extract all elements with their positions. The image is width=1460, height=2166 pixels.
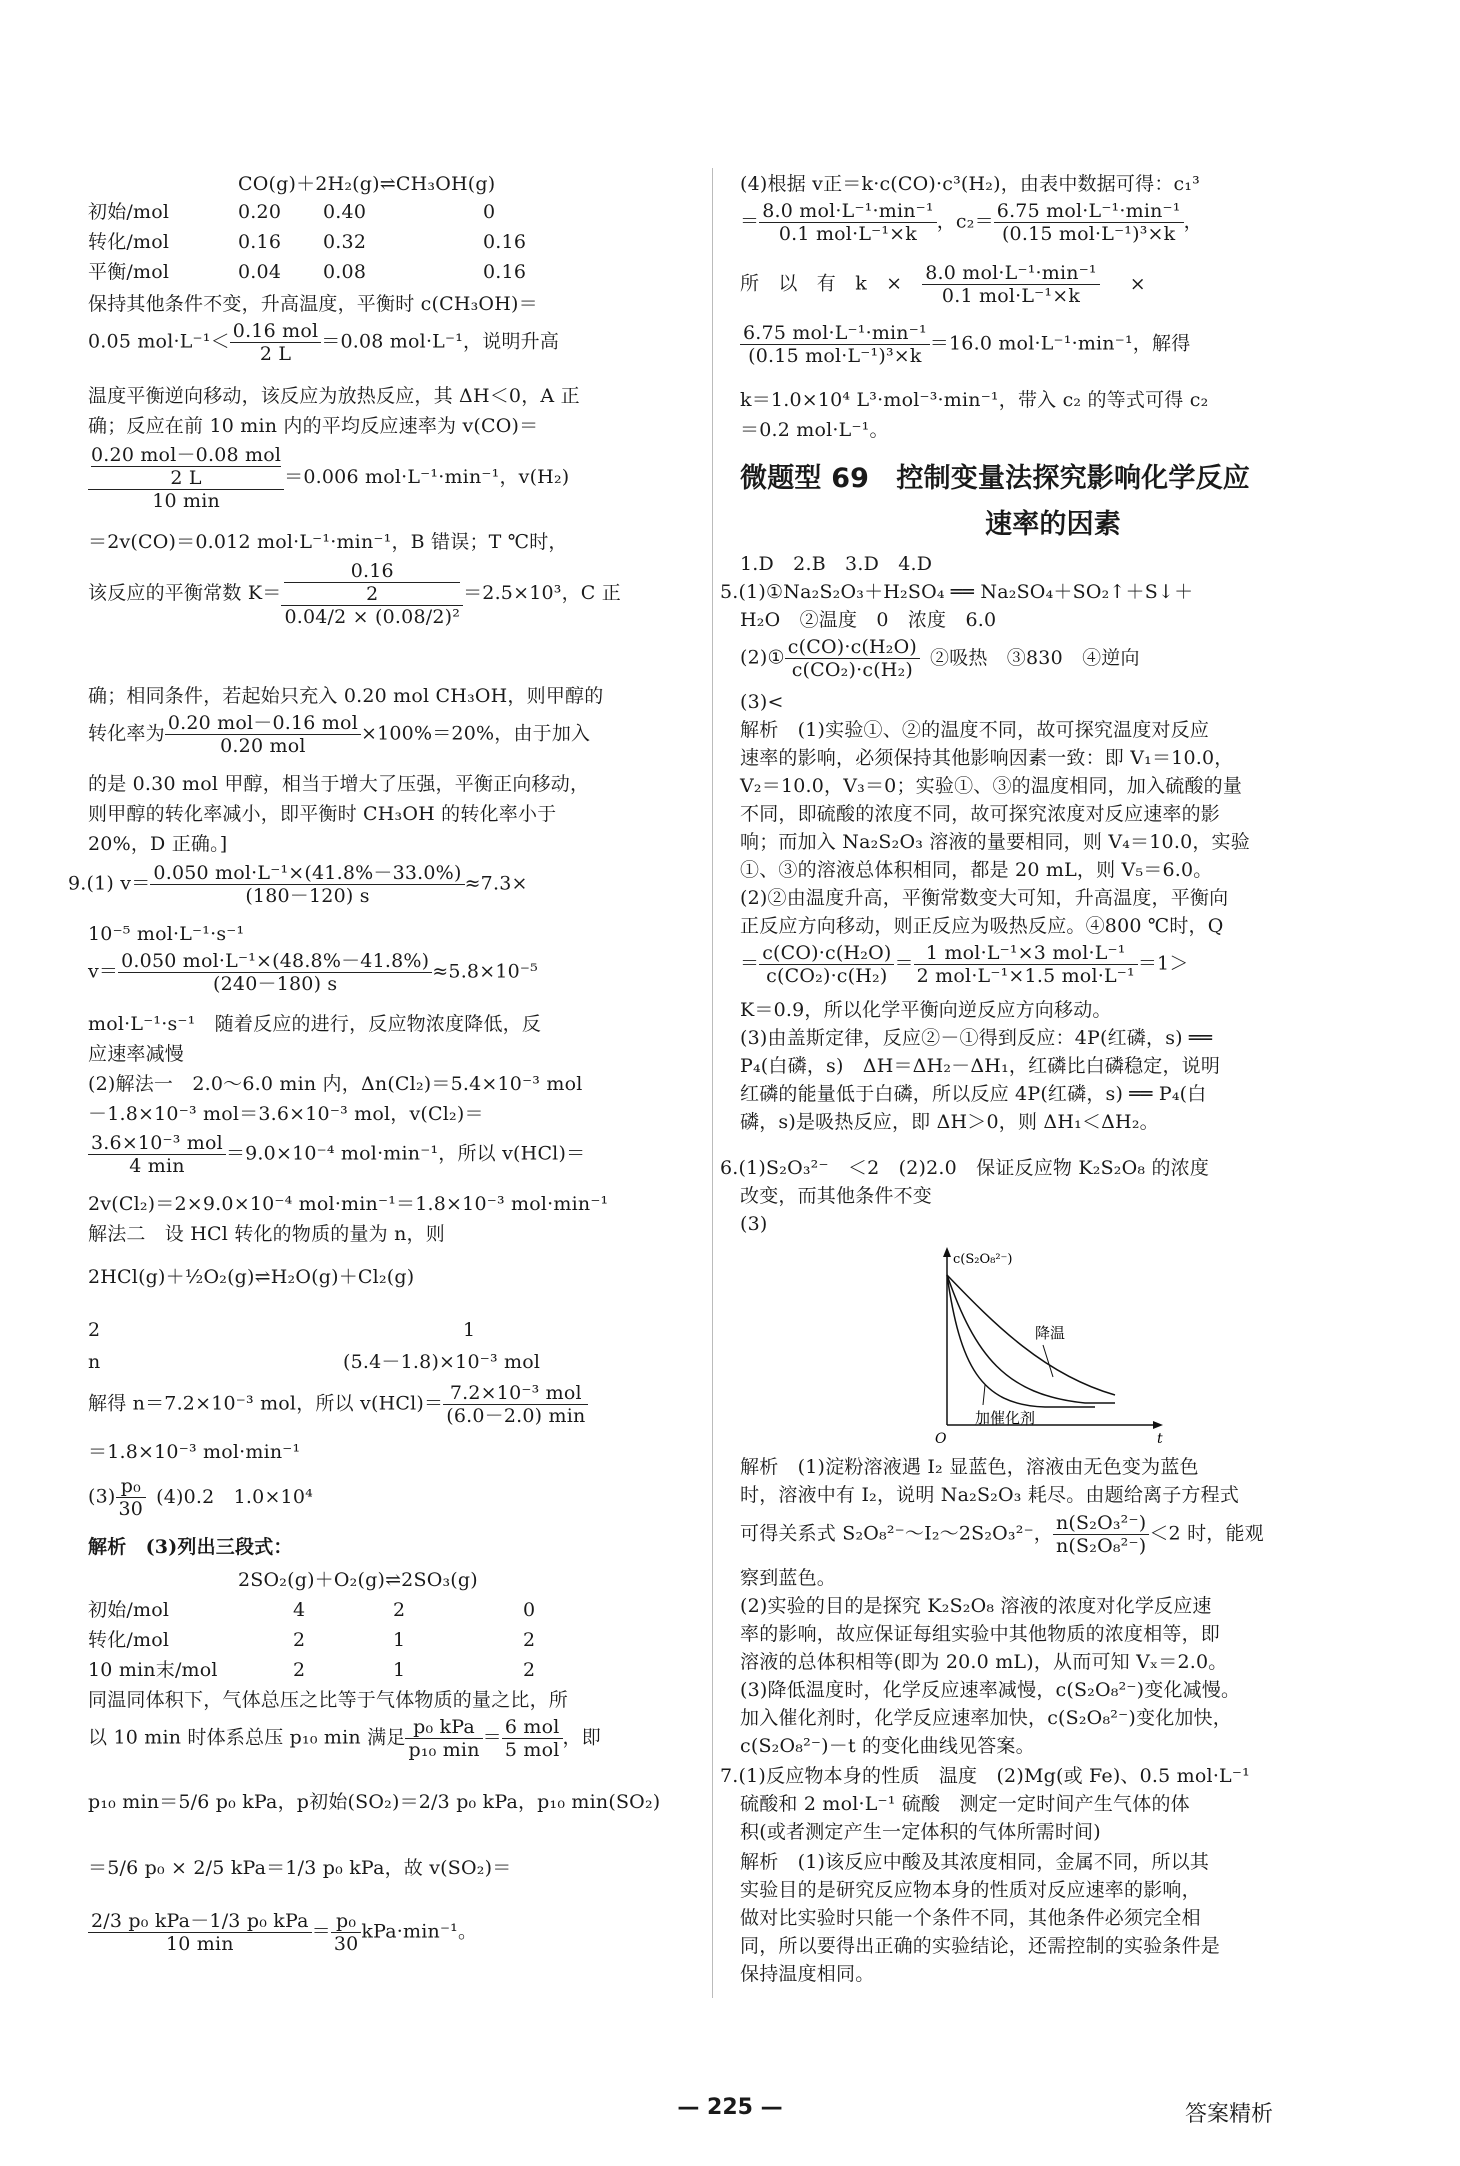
text-line: 实验目的是研究反应物本身的性质对反应速率的影响， (740, 1879, 1201, 1901)
fraction: $\frac{\text{0.050 mol·L⁻¹×(48.8\%－41.8\%)}}{(240-180) s}$ (118, 950, 432, 995)
fraction: 0.16 2 0.04/2 × (0.08/2)² (281, 560, 463, 628)
fraction: $\frac{\text{p₀ kPa}}{\text{p₁₀ min}}$ (405, 1716, 482, 1761)
fraction: $\frac{\text{c(CO)·c(H₂O)}}{\text{c(CO₂)·c(H₂)}}$ (759, 942, 894, 987)
text-line: 9.(1) v＝ $\frac{\text{0.050 mol·L⁻¹×(41.8\%－33.0\%)}}{(180-120) s}$ ≈7.3× (68, 862, 528, 907)
answers-line: 1.D 2.B 3.D 4.D (740, 553, 933, 575)
text-line: ＝ $\frac{\text{c(CO)·c(H₂O)}}{\text{c(CO₂)·c(H₂)}}$ ＝ $\frac{\text{1 mol·L⁻¹×3 mol·L⁻¹}}{\text{2 mol·L⁻¹×1.5 mol·L⁻¹}}$ ＝1＞ (740, 942, 1189, 987)
text-line: 积(或者测定产生一定体积的气体所需时间) (740, 1821, 1101, 1843)
curve-original (947, 1275, 1115, 1403)
graph-label-catalyst: 加催化剂 (975, 1409, 1036, 1427)
text-line: 应速率减慢 (88, 1043, 185, 1065)
text-line: (3) $\frac{\text{p₀}}{30}$ (4)0.2 1.0×10⁴ (88, 1475, 313, 1520)
text-line: mol·L⁻¹·s⁻¹ 随着反应的进行，反应物浓度降低，反 (88, 1013, 542, 1035)
text-line: 不同，即硫酸的浓度不同，故可探究浓度对反应速率的影 (740, 803, 1221, 825)
row-initial: 初始/mol 4 2 0 (88, 1599, 536, 1621)
text-line: 正反应方向移动，则正反应为吸热反应。④800 ℃时，Q (740, 915, 1224, 937)
text-line: 同温同体积下，气体总压之比等于气体物质的量之比，所 (88, 1689, 569, 1711)
fraction: $\frac{\text{0.050 mol·L⁻¹×(41.8\%－33.0\%)}}{(180-120) s}$ (150, 862, 464, 907)
text-line: 转化率为 $\frac{\text{0.20 mol－0.16 mol}}{\text{0.20 mol}}$ ×100%＝20%，由于加入 (88, 712, 591, 757)
curve-cooling (947, 1275, 1115, 1395)
equation-hcl: 2HCl(g)＋½O₂(g)⇌H₂O(g)＋Cl₂(g) (88, 1266, 415, 1288)
text-line: ＝1.8×10⁻³ mol·min⁻¹ (88, 1441, 301, 1463)
text-line: 率的影响，故应保证每组实验中其他物质的浓度相等，即 (740, 1623, 1221, 1645)
section-title-cont: 速率的因素 (985, 509, 1121, 540)
text-line: ＝0.2 mol·L⁻¹。 (740, 419, 889, 441)
row-end: 10 min末/mol 2 1 2 (88, 1659, 536, 1681)
graph-label-cooling: 降温 (1035, 1324, 1066, 1342)
text-line: (2)实验的目的是探究 K₂S₂O₈ 溶液的浓度对化学反应速 (740, 1595, 1212, 1617)
curve-catalyst (947, 1275, 1095, 1407)
analysis-heading: 解析 (3)列出三段式： (88, 1536, 293, 1558)
text-line: 7.(1)反应物本身的性质 温度 (2)Mg(或 Fe)、0.5 mol·L⁻¹ (720, 1765, 1250, 1787)
label-pointer (983, 1385, 985, 1405)
text-line: 保持其他条件不变，升高温度，平衡时 c(CH₃OH)＝ (88, 293, 538, 315)
text-line: 同，所以要得出正确的实验结论，还需控制的实验条件是 (740, 1935, 1221, 1957)
text-line: 改变，而其他条件不变 (740, 1185, 933, 1207)
fraction: $\frac{\text{1 mol·L⁻¹×3 mol·L⁻¹}}{\text{2 mol·L⁻¹×1.5 mol·L⁻¹}}$ (914, 942, 1138, 987)
text-line: 解得 n＝7.2×10⁻³ mol，所以 v(HCl)＝ $\frac{\text{7.2×10⁻³ mol}}{(6.0-2.0) \min}$ (88, 1382, 588, 1427)
x-axis-arrow (1153, 1421, 1163, 1429)
text-line: 红磷的能量低于白磷，所以反应 4P(红磷，s) ══ P₄(白 (740, 1083, 1207, 1105)
text-line: H₂O ②温度 0 浓度 6.0 (740, 609, 997, 631)
text-line: 0.05 mol·L⁻¹＜ $\frac{\text{0.16 mol}}{2 L}$ ＝0.08 mol·L⁻¹，说明升高 (88, 320, 560, 365)
fraction: $\frac{\text{6.75 mol·L⁻¹·min⁻¹}}{\text{(0.15 mol·L⁻¹)³×k}}$ (994, 200, 1184, 245)
footer-label: 答案精析 (1185, 2102, 1274, 2127)
fraction: $\frac{\text{8.0 mol·L⁻¹·min⁻¹}}{\text{0.1 mol·L⁻¹×k}}$ (922, 262, 1100, 307)
fraction: $\frac{\text{2/3 p₀ kPa－1/3 p₀ kPa}}{10 \min}$ (88, 1910, 312, 1955)
concentration-time-graph (935, 1245, 1175, 1445)
text-line: 确；相同条件，若起始只充入 0.20 mol CH₃OH，则甲醇的 (88, 685, 604, 707)
text-line: 加入催化剂时，化学反应速率加快，c(S₂O₈²⁻)变化加快， (740, 1707, 1232, 1729)
text-line: 6.(1)S₂O₃²⁻ ＜2 (2)2.0 保证反应物 K₂S₂O₈ 的浓度 (720, 1157, 1210, 1179)
text-line: －1.8×10⁻³ mol＝3.6×10⁻³ mol，v(Cl₂)＝ (88, 1103, 484, 1125)
stoich-row: n (5.4－1.8)×10⁻³ mol (88, 1351, 541, 1373)
row-change: 转化/mol 0.16 0.32 0.16 (88, 231, 527, 253)
graph-xlabel: t (1157, 1431, 1163, 1445)
fraction: $\frac{\text{8.0 mol·L⁻¹·min⁻¹}}{\text{0.1 mol·L⁻¹×k}}$ (759, 200, 937, 245)
text-line: 解析 (1)该反应中酸及其浓度相同，金属不同，所以其 (740, 1851, 1210, 1873)
text-line: 察到蓝色。 (740, 1567, 837, 1589)
text-line: 磷，s)是吸热反应，即 ΔH＞0，则 ΔH₁＜ΔH₂。 (740, 1111, 1159, 1133)
fraction: $\frac{\text{7.2×10⁻³ mol}}{(6.0-2.0) \min}$ (443, 1382, 588, 1427)
text-line: V₂＝10.0，V₃＝0；实验①、③的温度相同，加入硫酸的量 (740, 775, 1243, 797)
text-line: 的是 0.30 mol 甲醇，相当于增大了压强，平衡正向移动， (88, 773, 590, 795)
text-line: 温度平衡逆向移动，该反应为放热反应，其 ΔH＜0，A 正 (88, 385, 580, 407)
text-line: K＝0.9，所以化学平衡向逆反应方向移动。 (740, 999, 1112, 1021)
text-line: 20%，D 正确。] (88, 833, 228, 855)
text-line: 以 10 min 时体系总压 p₁₀ min 满足 $\frac{\text{p₀ kPa}}{\text{p₁₀ min}}$ ＝ $\frac{\text{6 mol}}{\text{5 mol}}$ ，即 (88, 1716, 601, 1761)
text-line: $\frac{\text{3.6×10⁻³ mol}}{4 \min}$ ＝9.0×10⁻⁴ mol·min⁻¹，所以 v(HCl)＝ (88, 1132, 585, 1177)
text-line: ①、③的溶液总体积相同，都是 20 mL，则 V₅＝6.0。 (740, 859, 1213, 881)
fraction: $\frac{\text{0.16 mol}}{2 L}$ (230, 320, 321, 365)
text-line: 保持温度相同。 (740, 1963, 875, 1985)
text-line: 该反应的平衡常数 K＝ 0.16 2 0.04/2 × (0.08/2)² ＝2.5×10³，C 正 (88, 560, 621, 628)
row-initial: 初始/mol 0.20 0.40 0 (88, 201, 496, 223)
text-line: 做对比实验时只能一个条件不同，其他条件必须完全相 (740, 1907, 1201, 1929)
y-axis-arrow (943, 1247, 951, 1257)
equation-so2: 2SO₂(g)＋O₂(g)⇌2SO₃(g) (238, 1569, 478, 1591)
fraction: $\frac{\text{3.6×10⁻³ mol}}{4 \min}$ (88, 1132, 226, 1177)
fraction: $\frac{\text{p₀}}{30}$ (116, 1475, 147, 1520)
text-line: 可得关系式 S₂O₈²⁻～I₂～2S₂O₃²⁻， $\frac{\text{n(S₂O₃²⁻)}}{\text{n(S₂O₈²⁻)}}$ ＜2 时，能观 (740, 1512, 1264, 1557)
text-line: $\frac{\text{2/3 p₀ kPa－1/3 p₀ kPa}}{10 \min}$ ＝ $\frac{\text{p₀}}{30}$ kPa·min⁻¹。 (88, 1910, 477, 1955)
row-change: 转化/mol 2 1 2 (88, 1629, 536, 1651)
text-line: (2)解法一 2.0～6.0 min 内，Δn(Cl₂)＝5.4×10⁻³ mol (88, 1073, 583, 1095)
text-line: c(S₂O₈²⁻)－t 的变化曲线见答案。 (740, 1735, 1035, 1757)
text-line: ＝2v(CO)＝0.012 mol·L⁻¹·min⁻¹，B 错误；T ℃时， (88, 531, 568, 553)
text-line: 硫酸和 2 mol·L⁻¹ 硫酸 测定一定时间产生气体的体 (740, 1793, 1190, 1815)
text-line: 所 以 有 k × $\frac{\text{8.0 mol·L⁻¹·min⁻¹}}{\text{0.1 mol·L⁻¹×k}}$ × (740, 262, 1146, 307)
fraction: $\frac{\text{0.20 mol－0.16 mol}}{\text{0.20 mol}}$ (165, 712, 361, 757)
text-line: 5.(1)①Na₂S₂O₃＋H₂SO₄ ══ Na₂SO₄＋SO₂↑＋S↓＋ (720, 581, 1194, 603)
fraction: $\frac{\text{n(S₂O₃²⁻)}}{\text{n(S₂O₈²⁻)}}$ (1053, 1512, 1149, 1557)
text-line: (4)根据 v正＝k·c(CO)·c³(H₂)，由表中数据可得：c₁³ (740, 173, 1201, 195)
stoich-row: 2 1 (88, 1319, 476, 1341)
text-line: ＝ $\frac{\text{8.0 mol·L⁻¹·min⁻¹}}{\text{0.1 mol·L⁻¹×k}}$ ，c₂＝ $\frac{\text{6.75 mol·L⁻¹·min⁻¹}}{\text{(0.15 mol·L⁻¹)³×k}}$ ， (740, 200, 1203, 245)
text-line: 确；反应在前 10 min 内的平均反应速率为 v(CO)＝ (88, 415, 539, 437)
text-line: (3) (740, 1213, 768, 1235)
graph-origin: O (935, 1431, 947, 1445)
text-line: $\frac{\text{6.75 mol·L⁻¹·min⁻¹}}{\text{(0.15 mol·L⁻¹)³×k}}$ ＝16.0 mol·L⁻¹·min⁻¹，解得 (740, 322, 1190, 367)
text-line: 解法二 设 HCl 转化的物质的量为 n，则 (88, 1223, 445, 1245)
text-line: 解析 (1)淀粉溶液遇 I₂ 显蓝色，溶液由无色变为蓝色 (740, 1456, 1199, 1478)
graph-ylabel: c(S₂O₈²⁻) (953, 1252, 1013, 1267)
text-line: v＝ $\frac{\text{0.050 mol·L⁻¹×(48.8\%－41.8\%)}}{(240-180) s}$ ≈5.8×10⁻⁵ (88, 950, 538, 995)
text-line: 时，溶液中有 I₂，说明 Na₂S₂O₃ 耗尽。由题给离子方程式 (740, 1484, 1240, 1506)
section-title: 微题型 69 控制变量法探究影响化学反应 (740, 463, 1250, 494)
page-number: — 225 — (677, 2095, 783, 2120)
text-line: (2)① $\frac{\text{c(CO)·c(H₂O)}}{\text{c(CO₂)·c(H₂)}}$ ②吸热 ③830 ④逆向 (740, 636, 1140, 681)
text-line: (3)< (740, 691, 784, 713)
text-line: 解析 (1)实验①、②的温度不同，故可探究温度对反应 (740, 719, 1210, 741)
text-line: P₄(白磷，s) ΔH＝ΔH₂－ΔH₁，红磷比白磷稳定，说明 (740, 1055, 1221, 1077)
text-line: 响；而加入 Na₂S₂O₃ 溶液的量要相同，则 V₄＝10.0，实验 (740, 831, 1250, 853)
equation-co-h2: CO(g)＋2H₂(g)⇌CH₃OH(g) (238, 173, 496, 195)
text-line: 溶液的总体积相等(即为 20.0 mL)，从而可知 Vₓ＝2.0。 (740, 1651, 1228, 1673)
text-line: 2v(Cl₂)＝2×9.0×10⁻⁴ mol·min⁻¹＝1.8×10⁻³ mol·min⁻¹ (88, 1193, 609, 1215)
text-line: (2)②由温度升高，平衡常数变大可知，升高温度，平衡向 (740, 887, 1229, 909)
text-line: p₁₀ min＝5/6 p₀ kPa，p初始(SO₂)＝2/3 p₀ kPa，p₁₀ min(SO₂) (88, 1791, 661, 1813)
text-line: 速率的影响，必须保持其他影响因素一致：即 V₁＝10.0， (740, 747, 1234, 769)
text-line: k＝1.0×10⁴ L³·mol⁻³·min⁻¹，带入 c₂ 的等式可得 c₂ (740, 389, 1209, 411)
text-line: 10⁻⁵ mol·L⁻¹·s⁻¹ (88, 923, 245, 945)
column-divider (712, 168, 713, 1998)
text-line: (3)降低温度时，化学反应速率减慢，c(S₂O₈²⁻)变化减慢。 (740, 1679, 1241, 1701)
text-line: ＝5/6 p₀ × 2/5 kPa＝1/3 p₀ kPa，故 v(SO₂)＝ (88, 1857, 512, 1879)
fraction: $\frac{\text{6 mol}}{\text{5 mol}}$ (502, 1716, 563, 1761)
fraction: $\frac{\text{c(CO)·c(H₂O)}}{\text{c(CO₂)·c(H₂)}}$ (785, 636, 920, 681)
text-line: (3)由盖斯定律，反应②－①得到反应：4P(红磷，s) ══ (740, 1027, 1213, 1049)
text-line: 0.20 mol－0.08 mol 2 L 10 min ＝0.006 mol·L⁻¹·min⁻¹，v(H₂) (88, 444, 569, 512)
row-equilibrium: 平衡/mol 0.04 0.08 0.16 (88, 261, 527, 283)
text-line: 则甲醇的转化率减小，即平衡时 CH₃OH 的转化率小于 (88, 803, 557, 825)
fraction: $\frac{\text{p₀}}{30}$ (331, 1910, 362, 1955)
fraction: $\frac{\text{6.75 mol·L⁻¹·min⁻¹}}{\text{(0.15 mol·L⁻¹)³×k}}$ (740, 322, 930, 367)
fraction: 0.20 mol－0.08 mol 2 L 10 min (88, 444, 284, 512)
